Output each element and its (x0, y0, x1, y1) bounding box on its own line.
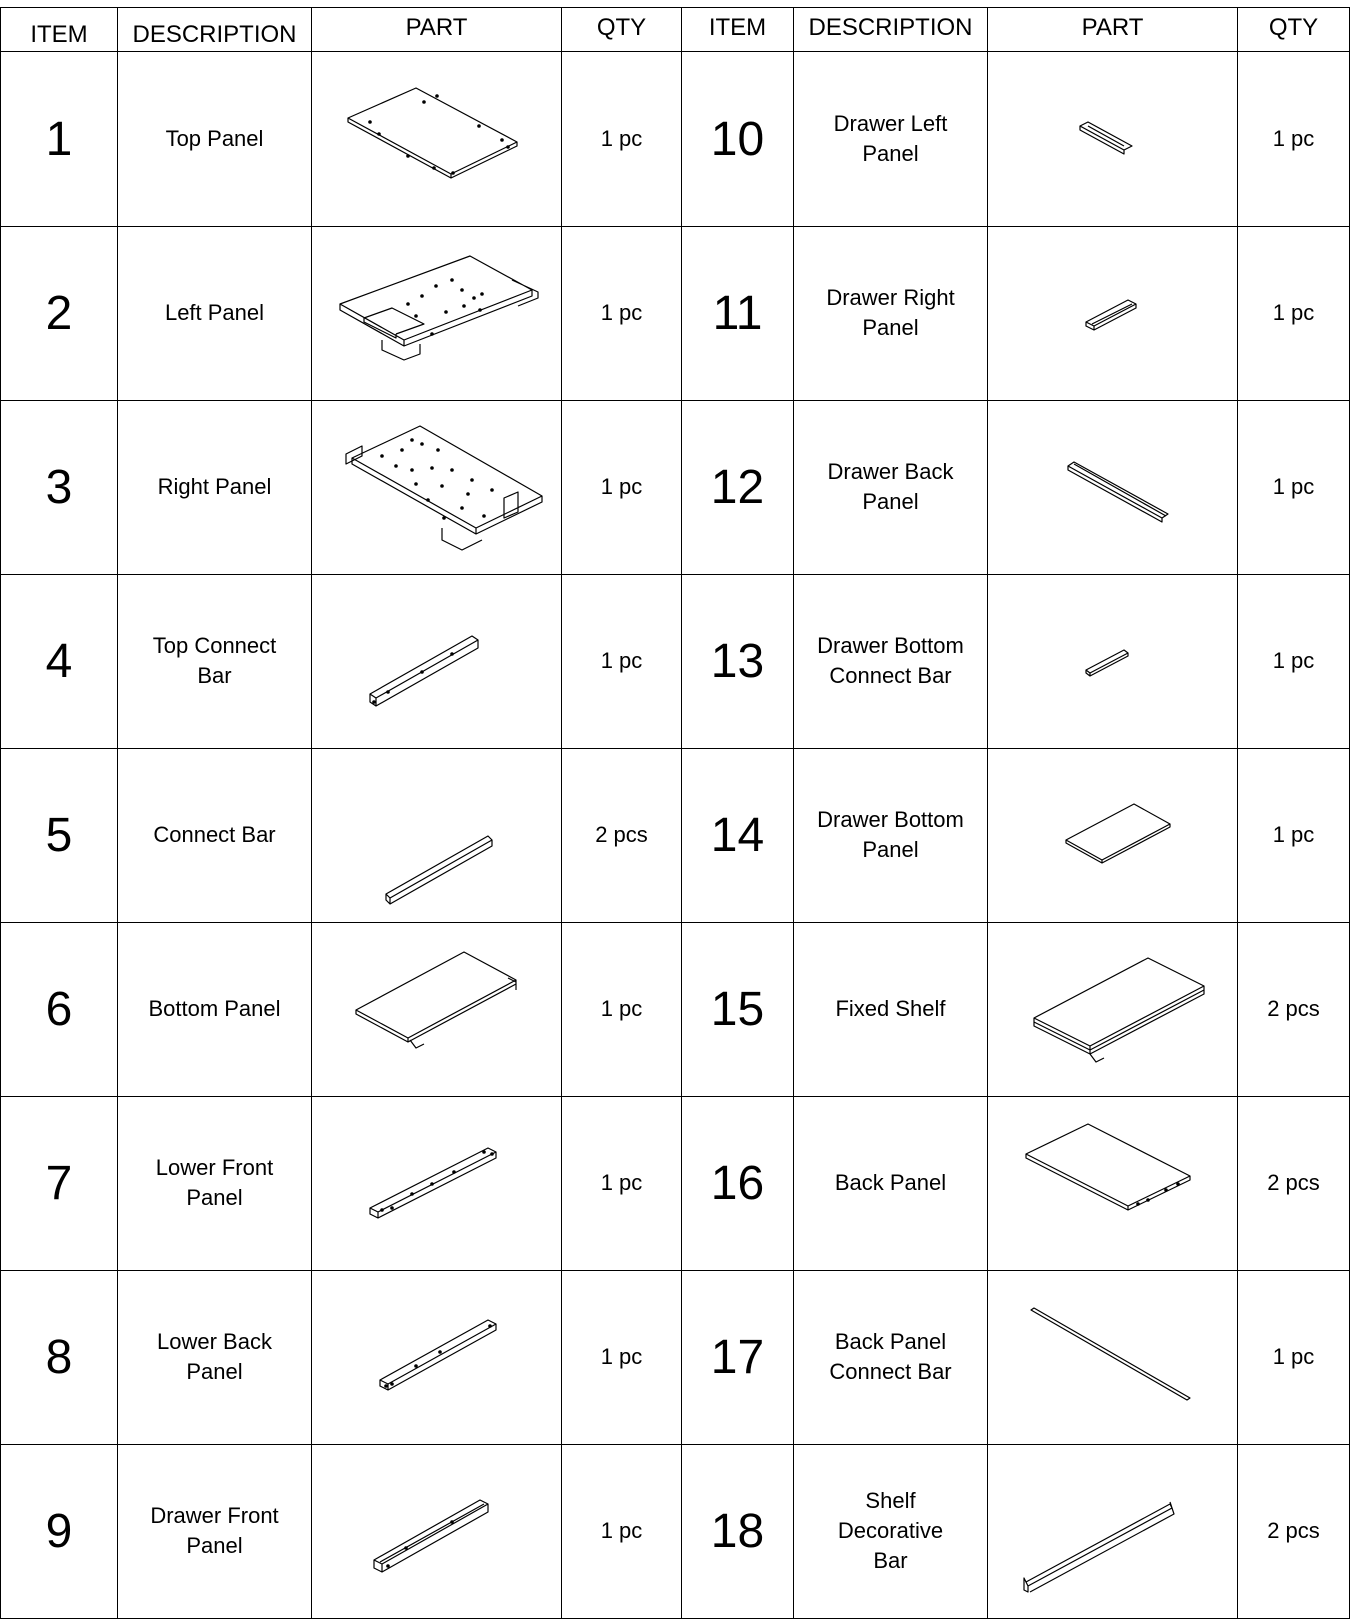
header-row (0, 7, 1350, 52)
item-number: 11 (682, 226, 794, 401)
part-cell (312, 748, 562, 923)
top-panel-drawing-icon (312, 52, 562, 226)
header-part-right: PART (988, 7, 1238, 52)
item-number: 14 (682, 748, 794, 923)
drawer-bottom-connect-bar-drawing-icon (988, 574, 1238, 748)
part-cell (988, 1096, 1238, 1271)
right-panel-drawing-icon (312, 400, 562, 574)
table-row (0, 1270, 1350, 1444)
part-cell (988, 748, 1238, 923)
back-panel-connect-bar-drawing-icon (988, 1270, 1238, 1444)
table-row (0, 400, 1350, 574)
fixed-shelf-drawing-icon (988, 922, 1238, 1096)
item-description: Shelf Decorative Bar (794, 1444, 988, 1619)
item-quantity: 2 pcs (1238, 1444, 1350, 1619)
item-description: Right Panel (118, 400, 312, 575)
table-row (0, 748, 1350, 922)
item-description: Drawer Right Panel (794, 226, 988, 401)
item-description: Connect Bar (118, 748, 312, 923)
drawer-front-panel-drawing-icon (312, 1444, 562, 1618)
item-description: Lower Front Panel (118, 1096, 312, 1271)
part-cell (312, 1444, 562, 1619)
item-description: Top Panel (118, 52, 312, 227)
lower-back-panel-drawing-icon (312, 1270, 562, 1444)
part-cell (312, 226, 562, 401)
item-quantity: 1 pc (1238, 748, 1350, 923)
table-row (0, 226, 1350, 400)
part-cell (988, 1444, 1238, 1619)
part-cell (312, 1096, 562, 1271)
item-number: 3 (0, 400, 118, 575)
table-row (0, 1444, 1350, 1618)
part-cell (312, 574, 562, 749)
item-quantity: 1 pc (562, 1096, 682, 1271)
item-description: Drawer Bottom Panel (794, 748, 988, 923)
item-description: Drawer Front Panel (118, 1444, 312, 1619)
item-quantity: 1 pc (562, 1270, 682, 1445)
connect-bar-drawing-icon (312, 748, 562, 922)
item-quantity: 1 pc (562, 52, 682, 227)
part-cell (988, 226, 1238, 401)
item-description: Top Connect Bar (118, 574, 312, 749)
item-number: 16 (682, 1096, 794, 1271)
item-quantity: 1 pc (1238, 574, 1350, 749)
item-description: Drawer Left Panel (794, 52, 988, 227)
item-description: Lower Back Panel (118, 1270, 312, 1445)
item-number: 6 (0, 922, 118, 1097)
item-number: 1 (0, 52, 118, 227)
table-row (0, 1096, 1350, 1270)
item-description: Bottom Panel (118, 922, 312, 1097)
item-number: 15 (682, 922, 794, 1097)
table-row (0, 52, 1350, 226)
item-quantity: 1 pc (562, 574, 682, 749)
lower-front-panel-drawing-icon (312, 1096, 562, 1270)
item-number: 18 (682, 1444, 794, 1619)
item-quantity: 2 pcs (562, 748, 682, 923)
header-description-right: DESCRIPTION (794, 7, 988, 52)
item-quantity: 1 pc (1238, 226, 1350, 401)
header-part: PART (312, 7, 562, 52)
part-cell (988, 1270, 1238, 1445)
drawer-left-panel-drawing-icon (988, 52, 1238, 226)
item-number: 13 (682, 574, 794, 749)
item-quantity: 2 pcs (1238, 922, 1350, 1097)
header-item-right: ITEM (682, 7, 794, 52)
header-description: DESCRIPTION (118, 7, 312, 52)
item-description: Back Panel Connect Bar (794, 1270, 988, 1445)
left-panel-drawing-icon (312, 226, 562, 400)
item-description: Drawer Back Panel (794, 400, 988, 575)
table-row (0, 574, 1350, 748)
item-number: 8 (0, 1270, 118, 1445)
item-quantity: 1 pc (562, 922, 682, 1097)
item-number: 12 (682, 400, 794, 575)
top-connect-bar-drawing-icon (312, 574, 562, 748)
back-panel-drawing-icon (988, 1096, 1238, 1270)
item-number: 9 (0, 1444, 118, 1619)
drawer-right-panel-drawing-icon (988, 226, 1238, 400)
header-item: ITEM (0, 7, 118, 52)
table-body (0, 52, 1350, 1618)
item-description: Back Panel (794, 1096, 988, 1271)
part-cell (988, 400, 1238, 575)
item-quantity: 2 pcs (1238, 1096, 1350, 1271)
part-cell (312, 922, 562, 1097)
item-number: 5 (0, 748, 118, 923)
item-number: 17 (682, 1270, 794, 1445)
part-cell (312, 1270, 562, 1445)
table-row (0, 922, 1350, 1096)
part-cell (988, 922, 1238, 1097)
item-number: 7 (0, 1096, 118, 1271)
part-cell (312, 400, 562, 575)
item-quantity: 1 pc (562, 400, 682, 575)
shelf-decorative-bar-drawing-icon (988, 1444, 1238, 1618)
item-description: Fixed Shelf (794, 922, 988, 1097)
bottom-panel-drawing-icon (312, 922, 562, 1096)
item-description: Left Panel (118, 226, 312, 401)
item-quantity: 1 pc (1238, 52, 1350, 227)
item-number: 10 (682, 52, 794, 227)
part-cell (988, 574, 1238, 749)
parts-table (0, 7, 1350, 1618)
item-number: 4 (0, 574, 118, 749)
item-number: 2 (0, 226, 118, 401)
part-cell (312, 52, 562, 227)
item-quantity: 1 pc (1238, 1270, 1350, 1445)
item-quantity: 1 pc (562, 1444, 682, 1619)
item-quantity: 1 pc (562, 226, 682, 401)
item-quantity: 1 pc (1238, 400, 1350, 575)
part-cell (988, 52, 1238, 227)
header-qty: QTY (562, 7, 682, 52)
item-description: Drawer Bottom Connect Bar (794, 574, 988, 749)
drawer-back-panel-drawing-icon (988, 400, 1238, 574)
header-qty-right: QTY (1238, 7, 1350, 52)
drawer-bottom-panel-drawing-icon (988, 748, 1238, 922)
